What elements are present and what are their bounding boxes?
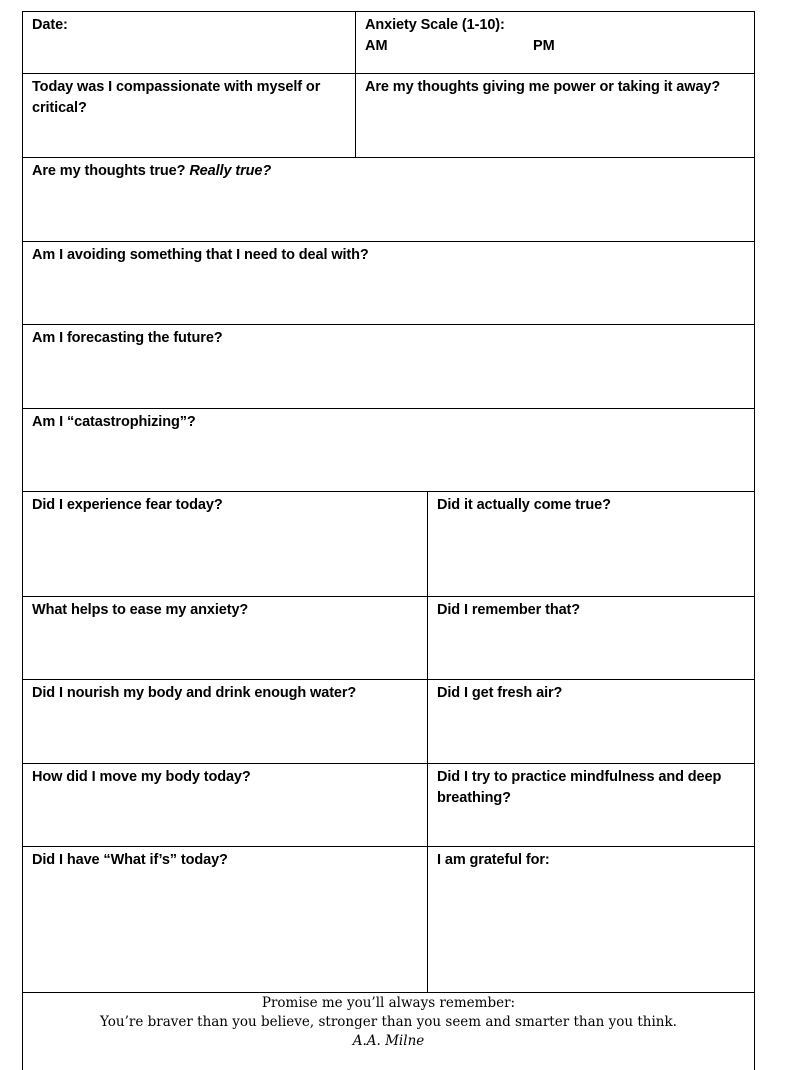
date-label: Date: (32, 17, 68, 33)
what-ifs-row (22, 846, 755, 993)
mindfulness-question: Did I try to practice mindfulness and deep breathing? (437, 769, 722, 806)
grateful-question: I am grateful for: (437, 852, 550, 868)
fear-question: Did I experience fear today? (32, 497, 223, 513)
grateful-field[interactable] (427, 847, 754, 992)
power-field[interactable] (355, 74, 754, 157)
catastrophizing-row (22, 408, 755, 492)
quote-author: A.A. Milne (352, 1033, 425, 1049)
quote-footer (22, 992, 755, 1070)
ease-question: What helps to ease my anxiety? (32, 602, 249, 618)
date-field[interactable] (23, 12, 355, 73)
move-field[interactable] (23, 764, 427, 846)
fresh-air-question: Did I get fresh air? (437, 685, 563, 701)
pm-label: PM (533, 38, 555, 54)
fresh-air-field[interactable] (427, 680, 754, 763)
remember-field[interactable] (427, 597, 754, 679)
nourish-row (22, 679, 755, 764)
thoughts-true-row (22, 157, 755, 242)
catastrophizing-question: Am I “catastrophizing”? (32, 414, 196, 430)
forecasting-question: Am I forecasting the future? (32, 330, 223, 346)
fear-row (22, 491, 755, 597)
compassion-question: Today was I compassionate with myself or critical? (32, 79, 321, 116)
ease-row (22, 596, 755, 680)
thoughts-true-field[interactable] (23, 158, 754, 241)
come-true-question: Did it actually come true? (437, 497, 611, 513)
forecasting-row (22, 324, 755, 409)
come-true-field[interactable] (427, 492, 754, 596)
compassion-row (22, 73, 755, 158)
forecasting-field[interactable] (23, 325, 754, 408)
what-ifs-field[interactable] (23, 847, 427, 992)
avoiding-row (22, 241, 755, 325)
header-row (22, 11, 755, 74)
fear-field[interactable] (23, 492, 427, 596)
anxiety-journal-sheet (22, 11, 755, 1070)
catastrophizing-field[interactable] (23, 409, 754, 491)
remember-question: Did I remember that? (437, 602, 581, 618)
anxiety-scale-field[interactable] (355, 12, 754, 73)
what-ifs-question: Did I have “What if’s” today? (32, 852, 228, 868)
thoughts-true-text: Are my thoughts true? (32, 163, 190, 179)
ease-field[interactable] (23, 597, 427, 679)
move-row (22, 763, 755, 847)
power-question: Are my thoughts giving me power or taking it away? (365, 79, 721, 95)
mindfulness-field[interactable] (427, 764, 754, 846)
avoiding-field[interactable] (23, 242, 754, 324)
really-true-text: Really true? (189, 163, 272, 179)
quote-intro: Promise me you’ll always remember: (261, 995, 516, 1011)
anxiety-scale-label: Anxiety Scale (1-10): (365, 17, 505, 33)
compassion-field[interactable] (23, 74, 355, 157)
nourish-field[interactable] (23, 680, 427, 763)
quote-text: You’re braver than you believe, stronger than you seem and smarter than you think. (100, 1014, 677, 1030)
thoughts-true-question (32, 161, 745, 182)
nourish-question: Did I nourish my body and drink enough water? (32, 685, 357, 701)
move-question: How did I move my body today? (32, 769, 251, 785)
avoiding-question: Am I avoiding something that I need to deal with? (32, 247, 369, 263)
am-label: AM (365, 38, 388, 54)
